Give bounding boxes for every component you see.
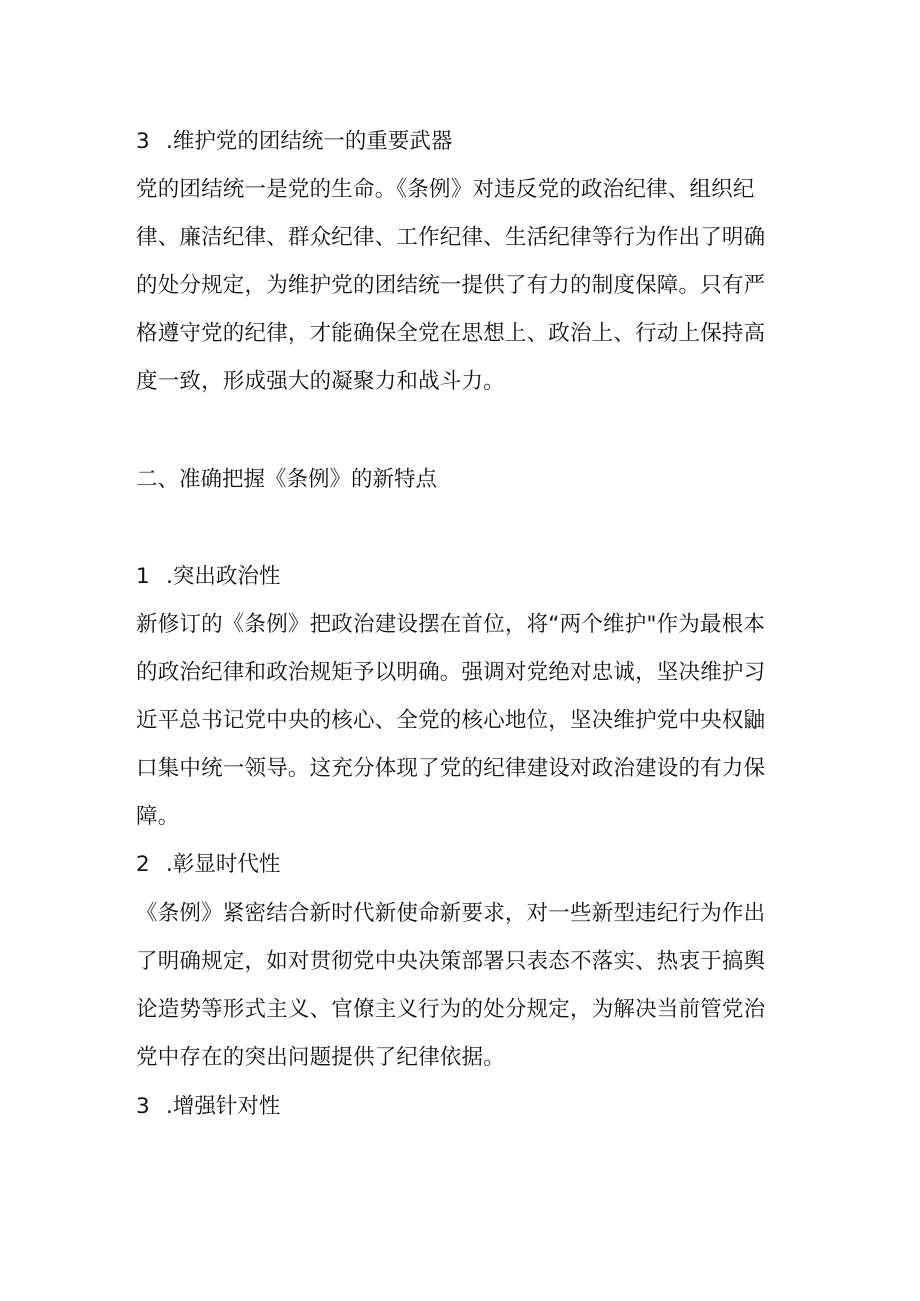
heading-number: 3	[136, 129, 150, 154]
heading-text: .彰显时代性	[166, 852, 281, 877]
paragraph-line: 的处分规定，为维护党的团结统一提供了有力的制度保障。只有严	[136, 273, 766, 298]
heading-text: .突出政治性	[166, 564, 281, 589]
subsection-heading-3-unity	[136, 127, 452, 157]
heading-text: .维护党的团结统一的重要武器	[166, 129, 453, 154]
paragraph-line: 了明确规定，如对贯彻党中央决策部署只表态不落实、热衷于搞舆	[136, 949, 766, 974]
paragraph-line: 《条例》紧密结合新时代新使命新要求，对一些新型违纪行为作出	[136, 901, 766, 926]
heading-text: .增强针对性	[166, 1094, 281, 1119]
paragraph-line: 格遵守党的纪律，才能确保全党在思想上、政治上、行动上保持高	[136, 321, 766, 346]
subsection-heading-2-era	[136, 850, 280, 880]
subsection-heading-1-political	[136, 562, 280, 592]
paragraph-line: 障。	[136, 804, 180, 829]
paragraph-line: 党中存在的突出问题提供了纪律依据。	[136, 1045, 505, 1070]
paragraph-line: 新修订的《条例》把政治建设摆在首位，将“两个维护"作为最根本	[136, 612, 766, 637]
heading-number: 1	[136, 564, 150, 589]
paragraph-line: 度一致，形成强大的凝聚力和战斗力。	[136, 369, 505, 394]
paragraph-line: 论造势等形式主义、官僚主义行为的处分规定，为解决当前管党治	[136, 997, 766, 1022]
paragraph-line: 近平总书记党中央的核心、全党的核心地位，坚决维护党中央权鼬	[136, 708, 766, 733]
paragraph-line: 律、廉洁纪律、群众纪律、工作纪律、生活纪律等行为作出了明确	[136, 225, 766, 250]
paragraph-line: 党的团结统一是党的生命。《条例》对违反党的政治纪律、组织纪	[136, 177, 755, 202]
subsection-heading-3-targeted	[136, 1092, 280, 1122]
heading-number: 2	[136, 852, 150, 877]
paragraph-line: 的政治纪律和政治规矩予以明确。强调对党绝对忠诚，坚决维护习	[136, 660, 766, 685]
section-title: 二、准确把握《条例》的新特点	[136, 467, 438, 492]
heading-number: 3	[136, 1094, 150, 1119]
paragraph-line: 口集中统一领导。这充分体现了党的纪律建设对政治建设的有力保	[136, 756, 766, 781]
